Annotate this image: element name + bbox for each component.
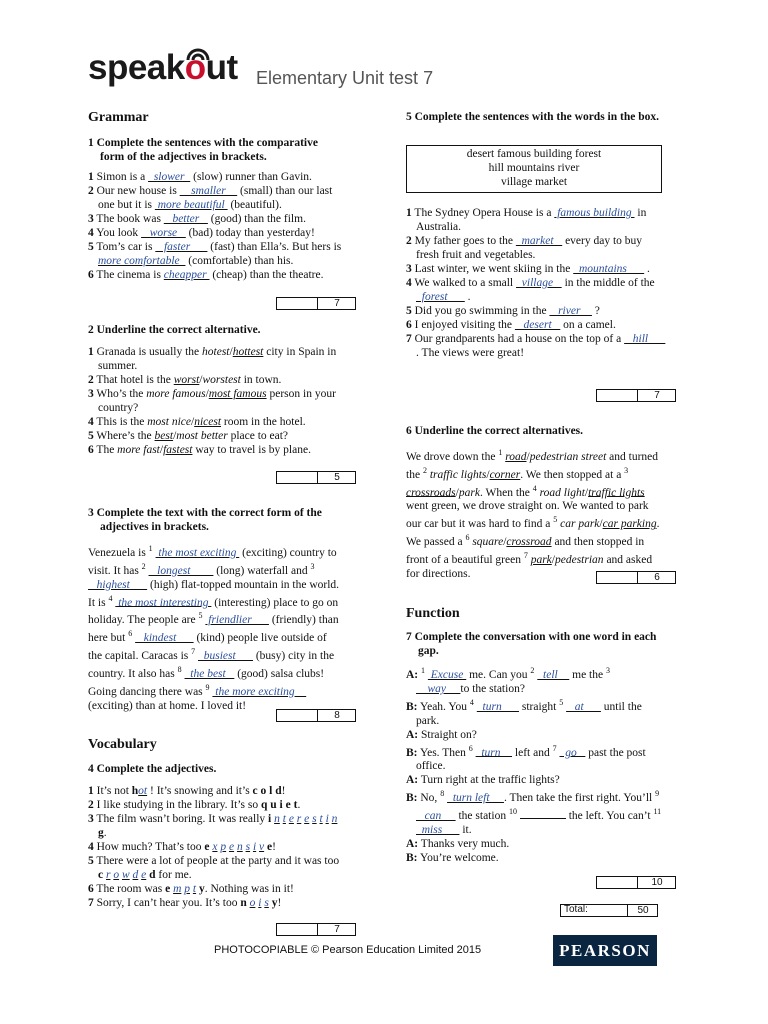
score-box-q2: 5 bbox=[276, 471, 356, 484]
score-box-q5: 7 bbox=[596, 389, 676, 402]
score-box-q3: 8 bbox=[276, 709, 356, 722]
question-6-title: 6 Underline the correct alternatives. bbox=[406, 425, 584, 437]
grammar-section bbox=[88, 110, 343, 282]
question-7-title: 7 Complete the conversation with one word in each gap. bbox=[406, 631, 657, 657]
score-box-q1: 7 bbox=[276, 297, 356, 310]
score-box-q7: 10 bbox=[596, 876, 676, 889]
question-4-title: 4 Complete the adjectives. bbox=[88, 763, 217, 775]
footer-copyright: PHOTOCOPIABLE © Pearson Education Limited 2015 bbox=[214, 944, 482, 956]
question-1-items: 1 Simon is a slower (slow) runner than Gavin. 2 Our new house is smaller (small) than our last one but it is more beautiful (beautiful). 3 The book was better (good) than the film. 4 You look worse (bad) today than yesterday! 5 Tom’s car is faster (fast) than Ella’s. But hers is more comfortable (comfortable) than his. 6 The cinema is cheapper (cheap) than the theatre. bbox=[88, 171, 342, 281]
page-title: Elementary Unit test 7 bbox=[256, 68, 434, 88]
question-1-title: 1 Complete the sentences with the comparative form of the adjectives in brackets. bbox=[88, 137, 318, 163]
question-3: 3 Complete the text with the correct form of the adjectives in brackets. Venezuela is $^1$ the most exciting (exciting) country to visit. It has $^2$ longest (long) waterfall and $^3$ highest (high) flat-topped mountain in the world. It is $^4$ the most interesting (interesting) place to go on holiday. The people are $^5$ friendlier (friendly) than here but $^6$ kindest (kind) people live outside of the capital. Caracas is $^7$ busiest (busy) city in the country. It also has $^8$ the best (good) salsa clubs! Going dancing there was $^9$ the more exciting (exciting) than at home. I loved it! bbox=[88, 506, 343, 713]
section-title-function: Function bbox=[406, 606, 460, 621]
question-6: 6 Underline the correct alternatives. We drove down the $^1$ road/pedestrian street and turned the $^2$ traffic lights/corner. We then stopped at a $^3$ crossroads/park. When the $^4$ road light/traffic lights went green, we drove straight on. We wanted to park our car but it was hard to find a $^5$ car park/car parking. We passed a $^6$ square/crossroad and then stopped in front of a beautiful green $^7$ park/pedestrian and asked for directions. bbox=[406, 424, 666, 581]
question-5-items: 1 The Sydney Opera House is a famous building in Australia. 2 My father goes to the market every day to buy fresh fruit and vegetables. 3 Last winter, we went skiing in the mountains . 4 We walked to a small village in the middle of the forest . 5 Did you go swimming in the river ? 6 I enjoyed visiting the desert on a camel. 7 Our grandparents had a house on the top of a hill . The views were great! bbox=[406, 207, 666, 359]
function-section: Function 7 Complete the conversation with one word in each gap. A: $^1$ Excuse me. Can you $^2$ tell me the $^3$ way to the station? B: Yeah. You $^4$ turn straight $^5$ at until the park. A: Straight on? B: Yes. Then $^6$ turn left and $^7$ go past the post office. A: Turn right at the traffic lights? B: No, $^8$ turn left . Then take the first right. You’ll $^9$ can the station $^{10}$ the left. You can’t $^{11}$ miss it. A: Thanks very much. B: You’re welcome. bbox=[406, 606, 666, 865]
section-title-grammar: Grammar bbox=[88, 110, 149, 125]
score-box-q4: 7 bbox=[276, 923, 356, 936]
word-box: desert famous building forest hill mountains river village market bbox=[406, 145, 662, 193]
speakout-logo: speakout bbox=[88, 48, 238, 87]
question-2: 2 Underline the correct alternative. 1 Granada is usually the hotest/hottest city in Spain in summer. 2 That hotel is the worst/worstest in town. 3 Who’s the more famous/most famous person in your country? 4 This is the most nice/nicest room in the hotel. 5 Where’s the best/most better place to eat? 6 The more fast/fastest way to travel is by plane. bbox=[88, 323, 343, 457]
question-3-title: 3 Complete the text with the correct form of the adjectives in brackets. bbox=[88, 507, 322, 533]
question-5 bbox=[406, 110, 666, 124]
question-5-title: 5 Complete the sentences with the words in the box. bbox=[406, 111, 659, 123]
speech-waves-icon bbox=[182, 44, 214, 62]
question-2-title: 2 Underline the correct alternative. bbox=[88, 324, 261, 336]
section-title-vocabulary: Vocabulary bbox=[88, 737, 157, 752]
score-box-q6: 6 bbox=[596, 571, 676, 584]
vocabulary-section: Vocabulary 4 Complete the adjectives. 1 It’s not hot ! It’s snowing and it’s c o l d! 2 I like studying in the library. It’s so q u i e t. 3 The film wasn’t boring. It was really i n t e r e s t i n g. 4 How much? That’s too e x p e n s i v e! 5 There were a lot of people at the party and it was too c r o w d e d for me. 6 The room was e m p t y. Nothing was in it! 7 Sorry, I can’t hear you. It’s too n o i s y! bbox=[88, 737, 343, 910]
pearson-logo: PEARSON bbox=[553, 935, 657, 966]
total-score-box: Total: 50 bbox=[560, 904, 658, 917]
